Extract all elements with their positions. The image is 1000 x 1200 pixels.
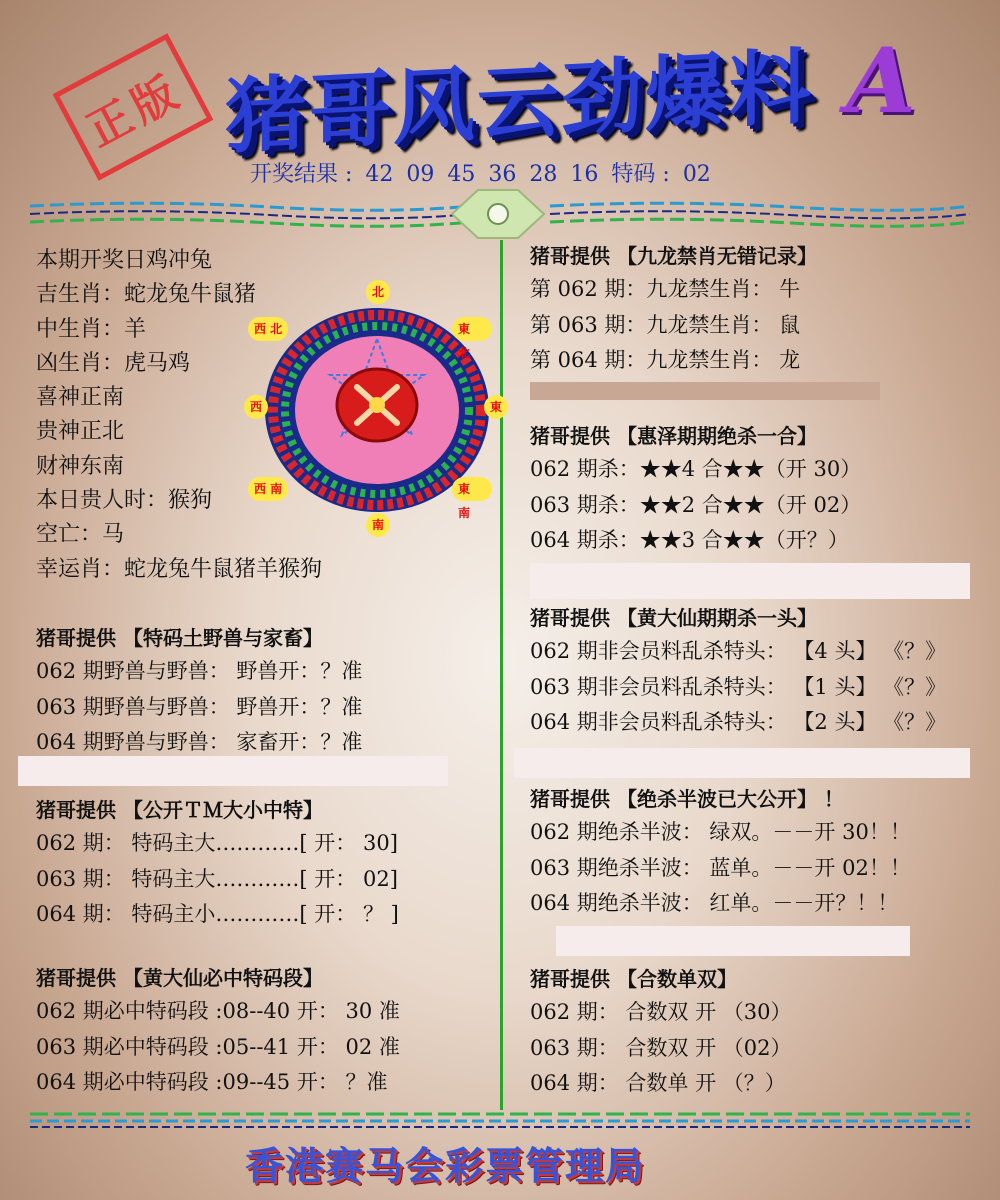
direction-northeast: 東 北 bbox=[452, 317, 492, 341]
section-header: 猪哥提供 【惠泽期期绝杀一合】 bbox=[530, 424, 817, 448]
blank-band bbox=[18, 756, 448, 786]
column-divider bbox=[500, 240, 503, 1110]
section-row: 063 期绝杀半波： 蓝单。－－开 02！！ bbox=[530, 855, 911, 880]
compass-wheel bbox=[249, 285, 502, 532]
section-big-small bbox=[36, 794, 399, 933]
section-header: 猪哥提供 【绝杀半波已大公开】 ！ bbox=[530, 787, 844, 811]
section-header: 猪哥提供 【公开ＴＭ大小中特】 bbox=[36, 798, 323, 822]
direction-northwest: 西 北 bbox=[248, 317, 288, 341]
direction-southwest: 西 南 bbox=[248, 477, 288, 501]
result-number: 28 bbox=[529, 162, 558, 187]
section-row: 064 期绝杀半波： 红单。－－开？！！ bbox=[530, 891, 899, 915]
info-line: 本日贵人时：猴狗 bbox=[36, 488, 213, 514]
info-line: 贵神正北 bbox=[36, 419, 125, 445]
section-row: 063 期野兽与野兽： 野兽开：？准 bbox=[36, 694, 363, 719]
section-sum-odd-even bbox=[530, 963, 792, 1102]
info-line: 吉生肖：蛇龙兔牛鼠猪 bbox=[36, 282, 257, 308]
section-nine-dragons bbox=[530, 240, 817, 379]
section-row: 064 期： 合数单 开 （？） bbox=[530, 1071, 786, 1095]
info-line: 中生肖：羊 bbox=[36, 316, 147, 342]
bagua-icon bbox=[448, 188, 548, 240]
stamp-text: 正版 bbox=[78, 64, 192, 157]
section-row: 064 期： 特码主小…………[ 开： ？ ] bbox=[36, 902, 399, 926]
section-row: 063 期非会员料乱杀特头： 【1 头】 《？》 bbox=[530, 674, 947, 699]
result-number: 09 bbox=[406, 162, 435, 187]
section-row: 062 期必中特码段 :08--40 开： 30 准 bbox=[36, 999, 400, 1023]
section-row: 第 063 期：九龙禁生肖： 鼠 bbox=[530, 312, 801, 337]
result-number: 42 bbox=[365, 162, 394, 187]
info-line: 空亡：马 bbox=[36, 522, 125, 548]
info-line: 凶生肖：虎马鸡 bbox=[36, 350, 191, 376]
section-row: 062 期绝杀半波： 绿双。－－开 30！！ bbox=[530, 820, 911, 844]
page-title: 猪哥风云劲爆料 bbox=[225, 38, 814, 166]
section-special-range bbox=[36, 962, 400, 1101]
section-header: 猪哥提供 【合数单双】 bbox=[530, 967, 737, 991]
info-line: 财神东南 bbox=[36, 453, 125, 479]
result-number: 36 bbox=[488, 162, 517, 187]
section-row: 第 062 期：九龙禁生肖： 牛 bbox=[530, 277, 801, 301]
authentic-stamp bbox=[53, 33, 214, 181]
blank-band bbox=[556, 926, 910, 956]
section-row: 062 期野兽与野兽： 野兽开：？准 bbox=[36, 659, 363, 683]
bottom-divider bbox=[30, 1110, 970, 1130]
section-row: 063 期： 合数双 开 （02） bbox=[530, 1035, 792, 1060]
section-row: 062 期非会员料乱杀特头： 【4 头】 《？》 bbox=[530, 639, 947, 663]
footer-title: 香港赛马会彩票管理局 bbox=[245, 1143, 646, 1188]
result-number: 45 bbox=[447, 162, 476, 187]
blank-band bbox=[514, 748, 970, 778]
section-row: 064 期野兽与野兽： 家畜开：？准 bbox=[36, 730, 363, 754]
section-half-wave bbox=[530, 783, 911, 922]
section-row: 063 期必中特码段 :05--41 开： 02 准 bbox=[36, 1034, 400, 1059]
section-kill-combo bbox=[530, 420, 861, 559]
section-row: 062 期： 合数双 开 （30） bbox=[530, 1000, 792, 1024]
direction-south: 南 bbox=[366, 513, 390, 537]
direction-west: 西 bbox=[244, 395, 268, 419]
section-header: 猪哥提供 【黄大仙期期杀一头】 bbox=[530, 606, 817, 630]
info-line: 本期开奖日鸡冲兔 bbox=[36, 248, 213, 273]
result-number: 16 bbox=[570, 162, 599, 187]
info-line: 幸运肖：蛇龙兔牛鼠猪羊猴狗 bbox=[36, 556, 323, 582]
section-row: 064 期必中特码段 :09--45 开： ？准 bbox=[36, 1070, 388, 1094]
direction-east: 東 bbox=[484, 395, 508, 419]
section-row: 062 期： 特码主大…………[ 开： 30] bbox=[36, 831, 398, 855]
section-row: 063 期杀：★★2 合★★（开 02） bbox=[530, 492, 862, 517]
section-wild-domestic bbox=[36, 622, 362, 761]
special-number: 02 bbox=[682, 162, 711, 187]
direction-southeast: 東 南 bbox=[452, 477, 492, 501]
section-row: 第 064 期：九龙禁生肖： 龙 bbox=[530, 348, 801, 372]
section-kill-head bbox=[530, 602, 946, 741]
section-header: 猪哥提供 【特码土野兽与家畜】 bbox=[36, 626, 323, 650]
results-label: 开奖结果 : bbox=[250, 162, 353, 187]
info-line: 喜神正南 bbox=[36, 385, 125, 411]
blank-band bbox=[530, 563, 970, 599]
section-row: 062 期杀：★★4 合★★（开 30） bbox=[530, 457, 862, 481]
edition-badge: A bbox=[846, 28, 916, 134]
section-row: 064 期非会员料乱杀特头： 【2 头】 《？》 bbox=[530, 710, 947, 734]
section-row: 063 期： 特码主大…………[ 开： 02] bbox=[36, 866, 398, 891]
special-label: 特码 : bbox=[611, 162, 670, 187]
section-row: 064 期杀：★★3 合★★（开？） bbox=[530, 528, 849, 552]
draw-results bbox=[250, 157, 717, 188]
section-header: 猪哥提供 【九龙禁肖无错记录】 bbox=[530, 244, 817, 268]
blank-band bbox=[530, 382, 880, 400]
section-header: 猪哥提供 【黄大仙必中特码段】 bbox=[36, 966, 323, 990]
direction-north: 北 bbox=[366, 280, 390, 304]
